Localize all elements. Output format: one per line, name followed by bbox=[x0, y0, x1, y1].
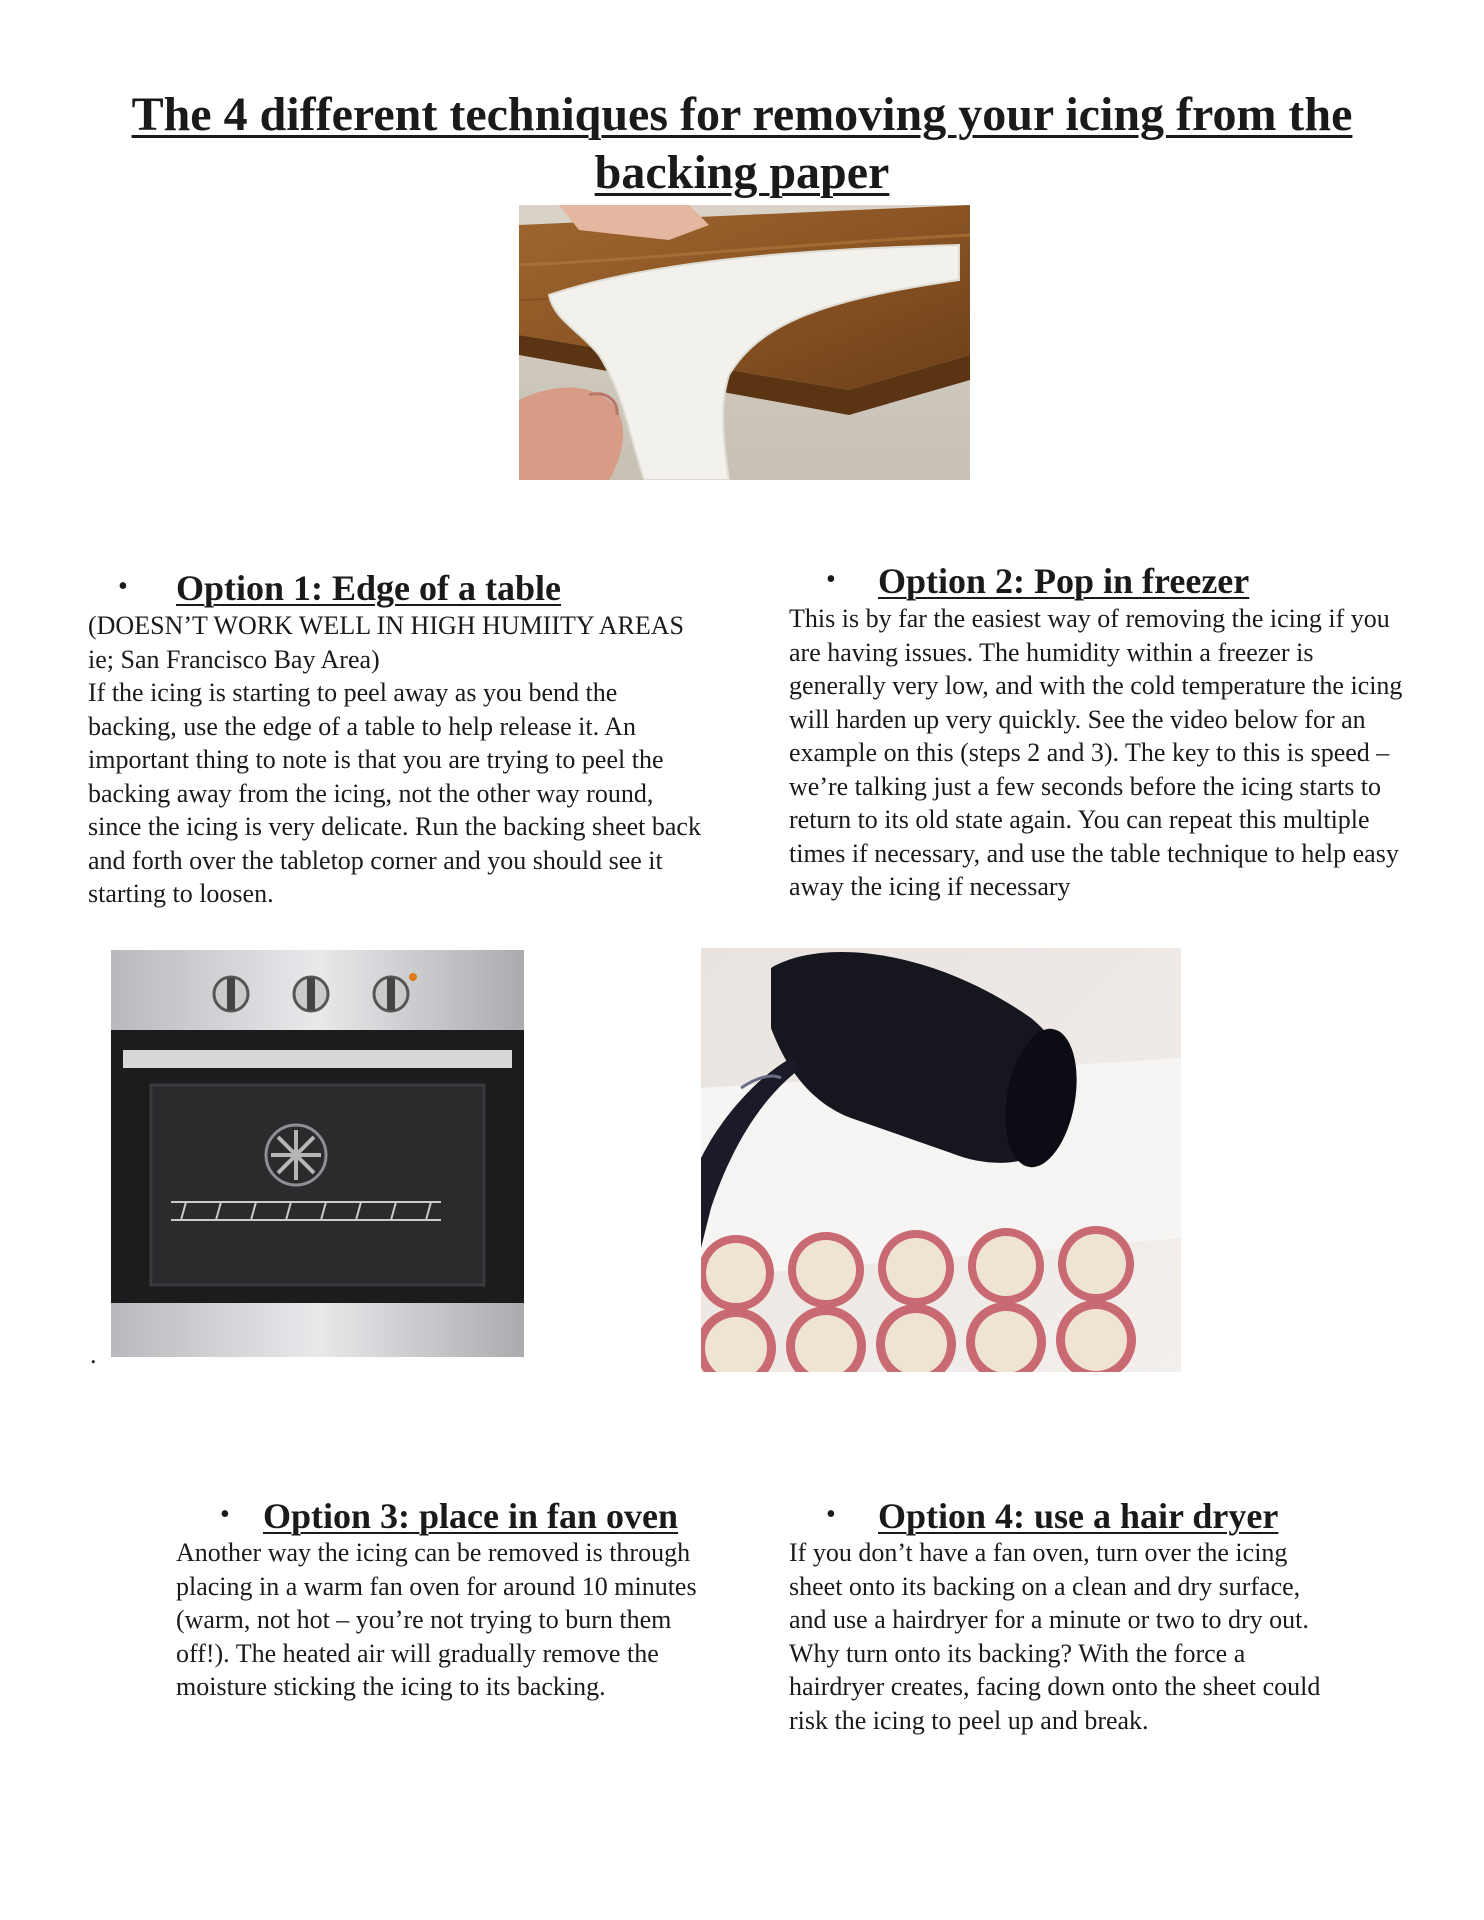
option-4-heading: Option 4: use a hair dryer bbox=[878, 1496, 1279, 1536]
option-3-content bbox=[176, 1536, 704, 1704]
option-2-body: This is by far the easiest way of removing the icing if you are having issues. The humidity within a freezer is generally very low, and with the cold temperature the icing will harden up very quickly. See the video below for an example on this (steps 2 and 3). The key to this is speed – we’re talking just a few seconds before the icing starts to return to its old state again. You can repeat this multiple times if necessary, and use the table technique to help easy away the icing if necessary bbox=[789, 604, 1403, 901]
bullet-icon: • bbox=[118, 571, 128, 602]
option-3-body: Another way the icing can be removed is through placing in a warm fan oven for around 10 minutes (warm, not hot – you’re not trying to burn them off!). The heated air will gradually remove the moisture sticking the icing to its backing. bbox=[176, 1538, 697, 1701]
option-4-content bbox=[789, 1536, 1321, 1737]
bullet-icon: • bbox=[220, 1499, 230, 1530]
option-1-content bbox=[88, 609, 704, 911]
option-4-body: If you don’t have a fan oven, turn over the icing sheet onto its backing on a clean and dry surface, and use a hairdryer for a minute or two to dry out. Why turn onto its backing? With the force a hairdryer creates, facing down onto the sheet could risk the icing to peel up and break. bbox=[789, 1538, 1321, 1735]
hair-dryer-photo bbox=[701, 948, 1181, 1372]
bullet-icon: • bbox=[826, 564, 836, 595]
option-2-content bbox=[789, 602, 1413, 904]
option-1-body: If the icing is starting to peel away as you bend the backing, use the edge of a table to help release it. An important thing to note is that you are trying to peel the backing away from the icing, not the other way round, since the icing is very delicate. Run the backing sheet back and forth over the tabletop corner and you should see it starting to loosen. bbox=[88, 678, 701, 908]
option-3-heading: Option 3: place in fan oven bbox=[263, 1496, 679, 1536]
oven-photo bbox=[111, 950, 524, 1357]
table-peel-photo bbox=[519, 205, 970, 480]
page-title: The 4 different techniques for removing your icing from the backing paper bbox=[131, 88, 1353, 199]
stray-mark: . bbox=[90, 1340, 97, 1369]
option-1-note: (DOESN’T WORK WELL IN HIGH HUMIITY AREAS ie; San Francisco Bay Area) bbox=[88, 611, 685, 674]
bullet-icon: • bbox=[826, 1499, 836, 1530]
option-2-heading: Option 2: Pop in freezer bbox=[878, 561, 1250, 601]
option-1-heading: Option 1: Edge of a table bbox=[176, 568, 562, 608]
